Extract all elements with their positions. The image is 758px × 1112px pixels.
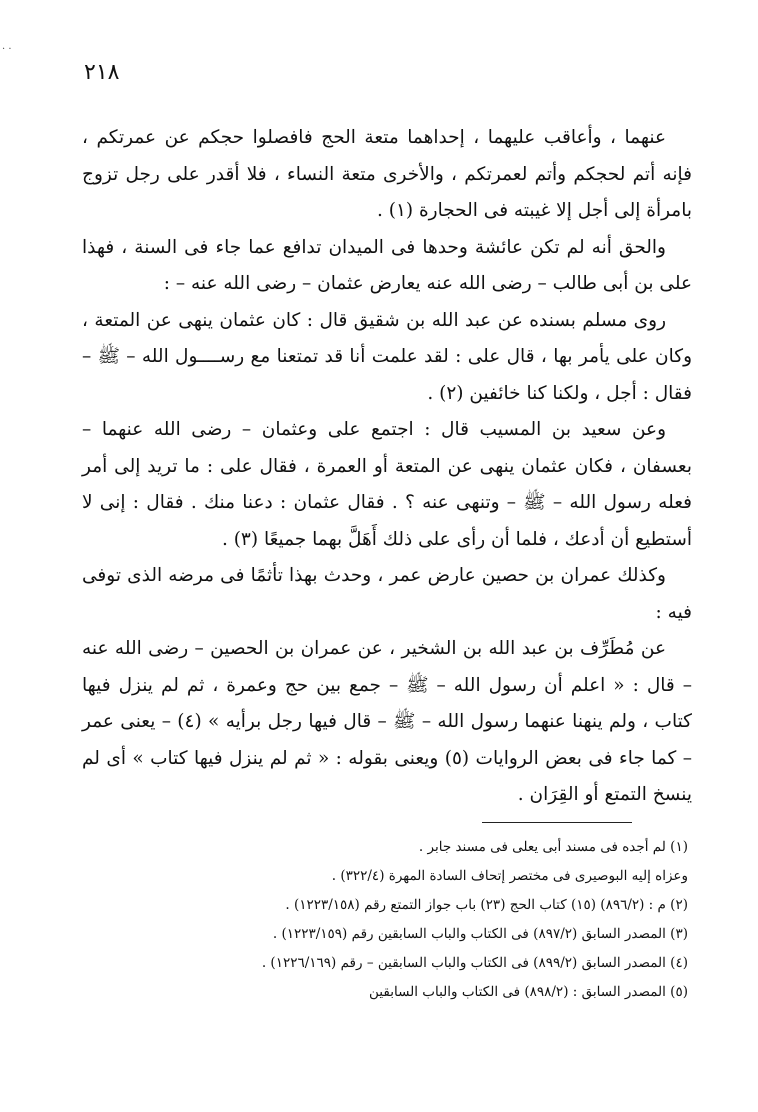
paragraph: وكذلك عمران بن حصين عارض عمر ، وحدث بهذا تأثمًا فى مرضه الذى توفى فيه :	[82, 565, 692, 623]
paragraph: وعن سعيد بن المسيب قال : اجتمع على وعثمان – رضى الله عنهما – بعسفان ، فكان عثمان ينهى عن المتعة أو العمرة ، فقال على : ما تريد إلى أمر فعله رسول الله – ﷺ – وتنهى عنه ؟ . فقال عثمان : دعنا منك . فقال : إنى لا أستطيع أن أدعك ، فلما أن رأى على ذلك أَهَلَّ بهما جميعًا (٣) .	[82, 419, 692, 550]
footnote: (٥) المصدر السابق : (٨٩٨/٢) فى الكتاب والباب السابقين	[369, 984, 688, 1000]
scan-mark: · ·	[2, 44, 12, 55]
footnote: (٢) م : (٨٩٦/٢) (١٥) كتاب الحج (٢٣) باب جواز التمتع رقم (١٢٢٣/١٥٨) .	[285, 897, 688, 913]
paragraph: روى مسلم بسنده عن عبد الله بن شقيق قال : كان عثمان ينهى عن المتعة ، وكان على يأمر بها ، قال على : لقد علمت أنا قد تمتعنا مع رســــول الله – ﷺ – فقال : أجل ، ولكنا كنا خائفين (٢) .	[82, 309, 692, 404]
footnote: وعزاه إليه البوصيرى فى مختصر إتحاف السادة المهرة (٣٢٢/٤) .	[331, 868, 688, 884]
footnotes	[110, 833, 688, 1007]
footnote-separator	[482, 822, 632, 823]
paragraph: عنهما ، وأعاقب عليهما ، إحداهما متعة الحج فافصلوا حجكم عن عمرتكم ، فإنه أتم لحجكم وأتم لعمرتكم ، والأخرى متعة النساء ، فلا أقدر على رجل تزوج بامرأة إلى أجل إلا غيبته فى الحجارة (١) .	[82, 127, 692, 221]
page-number: ٢١٨	[84, 60, 120, 85]
body-text	[82, 120, 692, 814]
paragraph: والحق أنه لم تكن عائشة وحدها فى الميدان تدافع عما جاء فى السنة ، فهذا على بن أبى طالب – رضى الله عنه يعارض عثمان – رضى الله عنه – :	[82, 236, 692, 294]
footnote: (٣) المصدر السابق (٨٩٧/٢) فى الكتاب والباب السابقين رقم (١٢٢٣/١٥٩) .	[272, 926, 688, 942]
paragraph: عن مُطَرِّف بن عبد الله بن الشخير ، عن عمران بن الحصين – رضى الله عنه – قال : « اعلم أن رسول الله – ﷺ – جمع بين حج وعمرة ، ثم لم ينزل فيها كتاب ، ولم ينهنا عنهما رسول الله – ﷺ – قال فيها رجل برأيه » (٤) – يعنى عمر – كما جاء فى بعض الروايات (٥) ويعنى بقوله : « ثم لم ينزل فيها كتاب » أى لم ينسخ التمتع أو القِرَان .	[82, 638, 692, 805]
footnote: (١) لم أجده فى مسند أبى يعلى فى مسند جابر .	[418, 839, 688, 855]
footnote: (٤) المصدر السابق (٨٩٩/٢) فى الكتاب والباب السابقين – رقم (١٢٢٦/١٦٩) .	[261, 955, 688, 971]
